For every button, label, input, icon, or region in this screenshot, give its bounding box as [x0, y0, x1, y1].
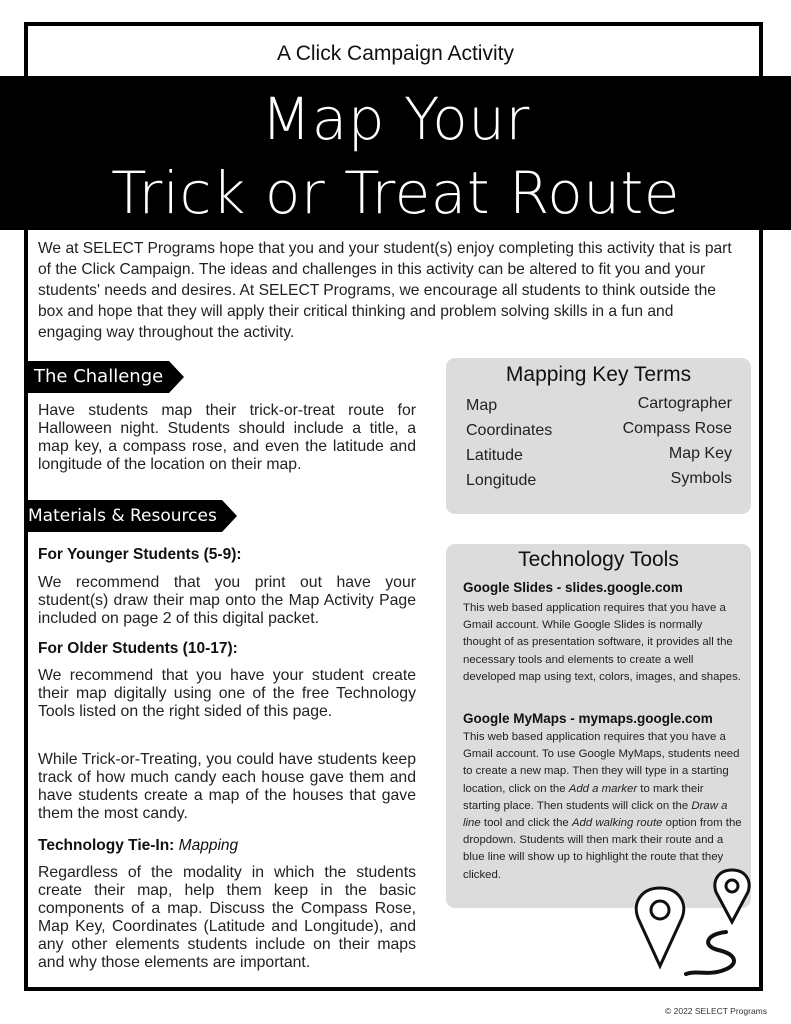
materials-tag: Materials & Resources	[24, 500, 222, 532]
term-right: Symbols	[670, 470, 732, 487]
mymaps-emphasis: Draw a line	[463, 799, 728, 830]
term-left: Longitude	[466, 472, 537, 489]
term-right: Cartographer	[637, 395, 732, 412]
challenge-tag: The Challenge	[24, 361, 169, 393]
tiein-text: Regardless of the modality in which the students create their map, help them keep in the basic components of a map. Discuss the Compass Rose, Map Key, Coordinates (Latitude and Longitude), and any other elements students include on their maps and why those elements are important.	[38, 864, 416, 971]
mymaps-desc-part: to mark their starting place. Then students will click on the	[463, 782, 704, 812]
mymaps-desc-part: option from the dropdown. Students will then mark their route and a blue line will show up to highlight the route that they clicked.	[463, 817, 742, 881]
mymaps-desc-part: tool and click the	[480, 817, 572, 830]
mymaps-emphasis: Add a marker	[568, 782, 638, 795]
older-text: We recommend that you have your student create their map digitally using one of the free Technology Tools listed on the right sided of this page.	[38, 667, 416, 720]
copyright-text: © 2022 SELECT Programs	[664, 1006, 767, 1016]
tiein-heading	[38, 837, 238, 855]
page-title-line1: Map Your	[261, 85, 530, 153]
key-terms-panel	[446, 358, 751, 514]
title-banner	[0, 76, 791, 230]
younger-text: We recommend that you print out have your student(s) draw their map onto the Map Activity Page included on page 2 of this digital packet.	[38, 574, 416, 627]
mymaps-desc-part: This web based application requires that you have a Gmail account. To use Google MyMaps, students need to create a new map. Then they will type in a starting location, click on the	[463, 731, 740, 795]
google-mymaps-desc	[463, 729, 743, 884]
term-left: Map	[466, 397, 498, 414]
term-right: Compass Rose	[622, 420, 732, 437]
term-left: Latitude	[466, 447, 523, 464]
tech-tools-title: Technology Tools	[518, 548, 679, 571]
intro-paragraph: We at SELECT Programs hope that you and your student(s) enjoy completing this activity that is part of the Click Campaign. The ideas and challenges in this activity can be altered to fit you and your students' needs and desires. At SELECT Programs, we encourage all students to think outside the box and hope that they will apply their critical thinking and problem solving skills in a fun and engaging way throughout the activity.	[38, 240, 732, 341]
term-left: Coordinates	[466, 422, 553, 439]
trick-text: While Trick-or-Treating, you could have students keep track of how much candy each house gave them and have students create a map of the houses that gave them the most candy.	[38, 751, 416, 822]
tiein-label: Technology Tie-In:	[38, 837, 175, 854]
google-mymaps-name: Google MyMaps - mymaps.google.com	[463, 711, 713, 726]
google-slides-desc: This web based application requires that you have a Gmail account. While Google Slides is normally thought of as presentation software, it provides all the necessary tools and elements to create a well developed map using text, colors, images, and shapes.	[463, 602, 741, 683]
page-title-line2: Trick or Treat Route	[111, 159, 680, 227]
tech-tools-panel	[446, 544, 751, 908]
term-right: Map Key	[668, 445, 732, 462]
older-heading: For Older Students (10-17):	[38, 640, 238, 657]
mymaps-emphasis: Add walking route	[571, 817, 663, 830]
challenge-text: Have students map their trick-or-treat route for Halloween night. Students should include a title, a map key, a compass rose, and even the latitude and longitude of the location on their map.	[38, 402, 416, 473]
younger-heading: For Younger Students (5-9):	[38, 546, 242, 563]
map-pins-route-icon	[628, 866, 758, 986]
activity-subtitle: A Click Campaign Activity	[277, 42, 514, 65]
google-slides-name: Google Slides - slides.google.com	[463, 580, 683, 595]
tiein-sub: Mapping	[178, 837, 239, 854]
key-terms-title: Mapping Key Terms	[505, 363, 692, 386]
